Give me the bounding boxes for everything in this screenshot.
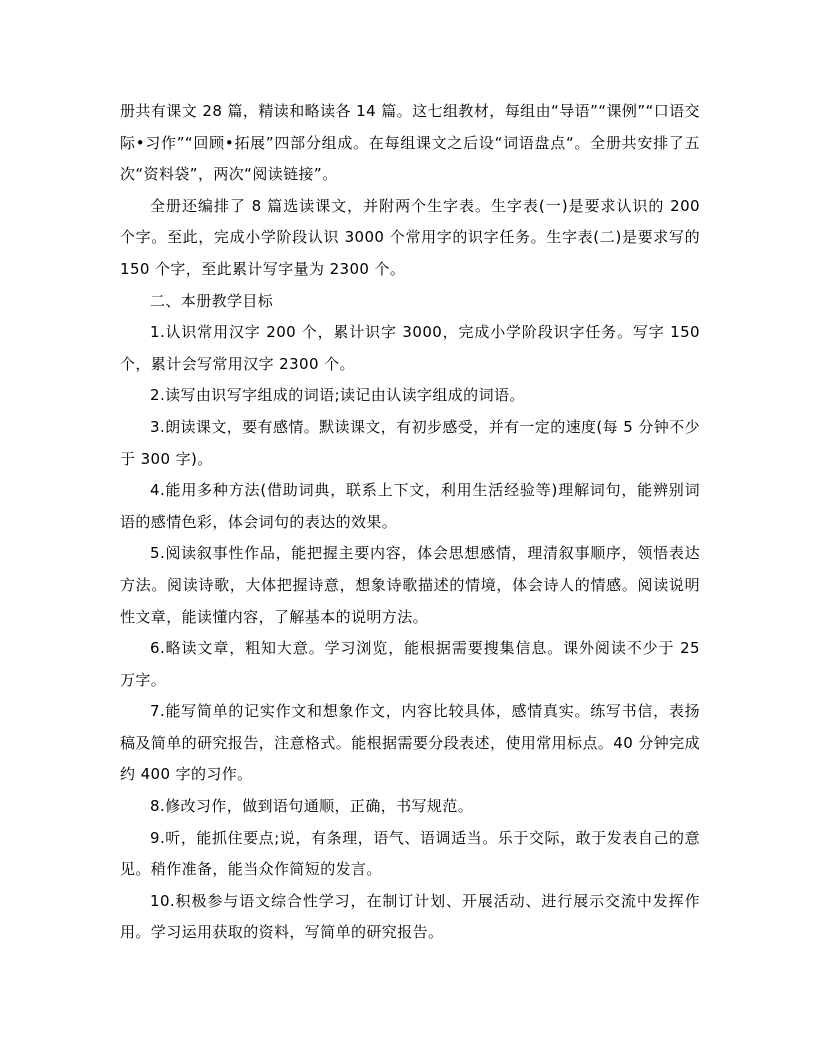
goal-item-10: 10.积极参与语文综合性学习，在制订计划、开展活动、进行展示交流中发挥作用。学习运用获取的资料，写简单的研究报告。 [120, 891, 700, 942]
goal-item-2: 2.读写由识写字组成的词语;读记由认读字组成的词语。 [150, 386, 525, 405]
goal-item-9: 9.听，能抓住要点;说，有条理，语气、语调适当。乐于交际，敢于发表自己的意见。稍作准备，能当众作简短的发言。 [120, 828, 700, 879]
goal-item-5: 5.阅读叙事性作品，能把握主要内容，体会思想感情，理清叙事顺序，领悟表达方法。阅读诗歌，大体把握诗意，想象诗歌描述的情境，体会诗人的情感。阅读说明性文章，能读懂内容，了解基本的说明方法。 [120, 544, 700, 626]
paragraph-textbook-structure: 册共有课文 28 篇，精读和略读各 14 篇。这七组教材，每组由“导语”“课例”“口语交际•习作”“回顾•拓展”四部分组成。在每组课文之后设“词语盘点“。全册共安排了五次“资料袋”，两次“阅读链接”。 [120, 102, 700, 184]
document-page [120, 96, 700, 949]
paragraph-character-tables: 全册还编排了 8 篇选读课文，并附两个生字表。生字表(一)是要求认识的 200 个字。至此，完成小学阶段认识 3000 个常用字的识字任务。生字表(二)是要求写的 150 个字，至此累计写字量为 2300 个。 [120, 196, 700, 278]
goal-item-7: 7.能写简单的记实作文和想象作文，内容比较具体，感情真实。练写书信，表扬稿及简单的研究报告，注意格式。能根据需要分段表述，使用常用标点。40 分钟完成约 400 字的习作。 [120, 702, 700, 784]
goal-item-6: 6.略读文章，粗知大意。学习浏览，能根据需要搜集信息。课外阅读不少于 25 万字。 [120, 639, 700, 689]
goal-item-3: 3.朗读课文，要有感情。默读课文，有初步感受，并有一定的速度(每 5 分钟不少于 300 字)。 [120, 417, 700, 468]
goal-item-1: 1.认识常用汉字 200 个，累计识字 3000，完成小学阶段识字任务。写字 150 个，累计会写常用汉字 2300 个。 [120, 323, 700, 373]
goal-item-8: 8.修改习作，做到语句通顺，正确，书写规范。 [150, 797, 474, 816]
section-heading-teaching-goals: 二、本册教学目标 [150, 291, 274, 310]
goal-item-4: 4.能用多种方法(借助词典，联系上下文，利用生活经验等)理解词句，能辨别词语的感情色彩，体会词句的表达的效果。 [120, 481, 700, 531]
